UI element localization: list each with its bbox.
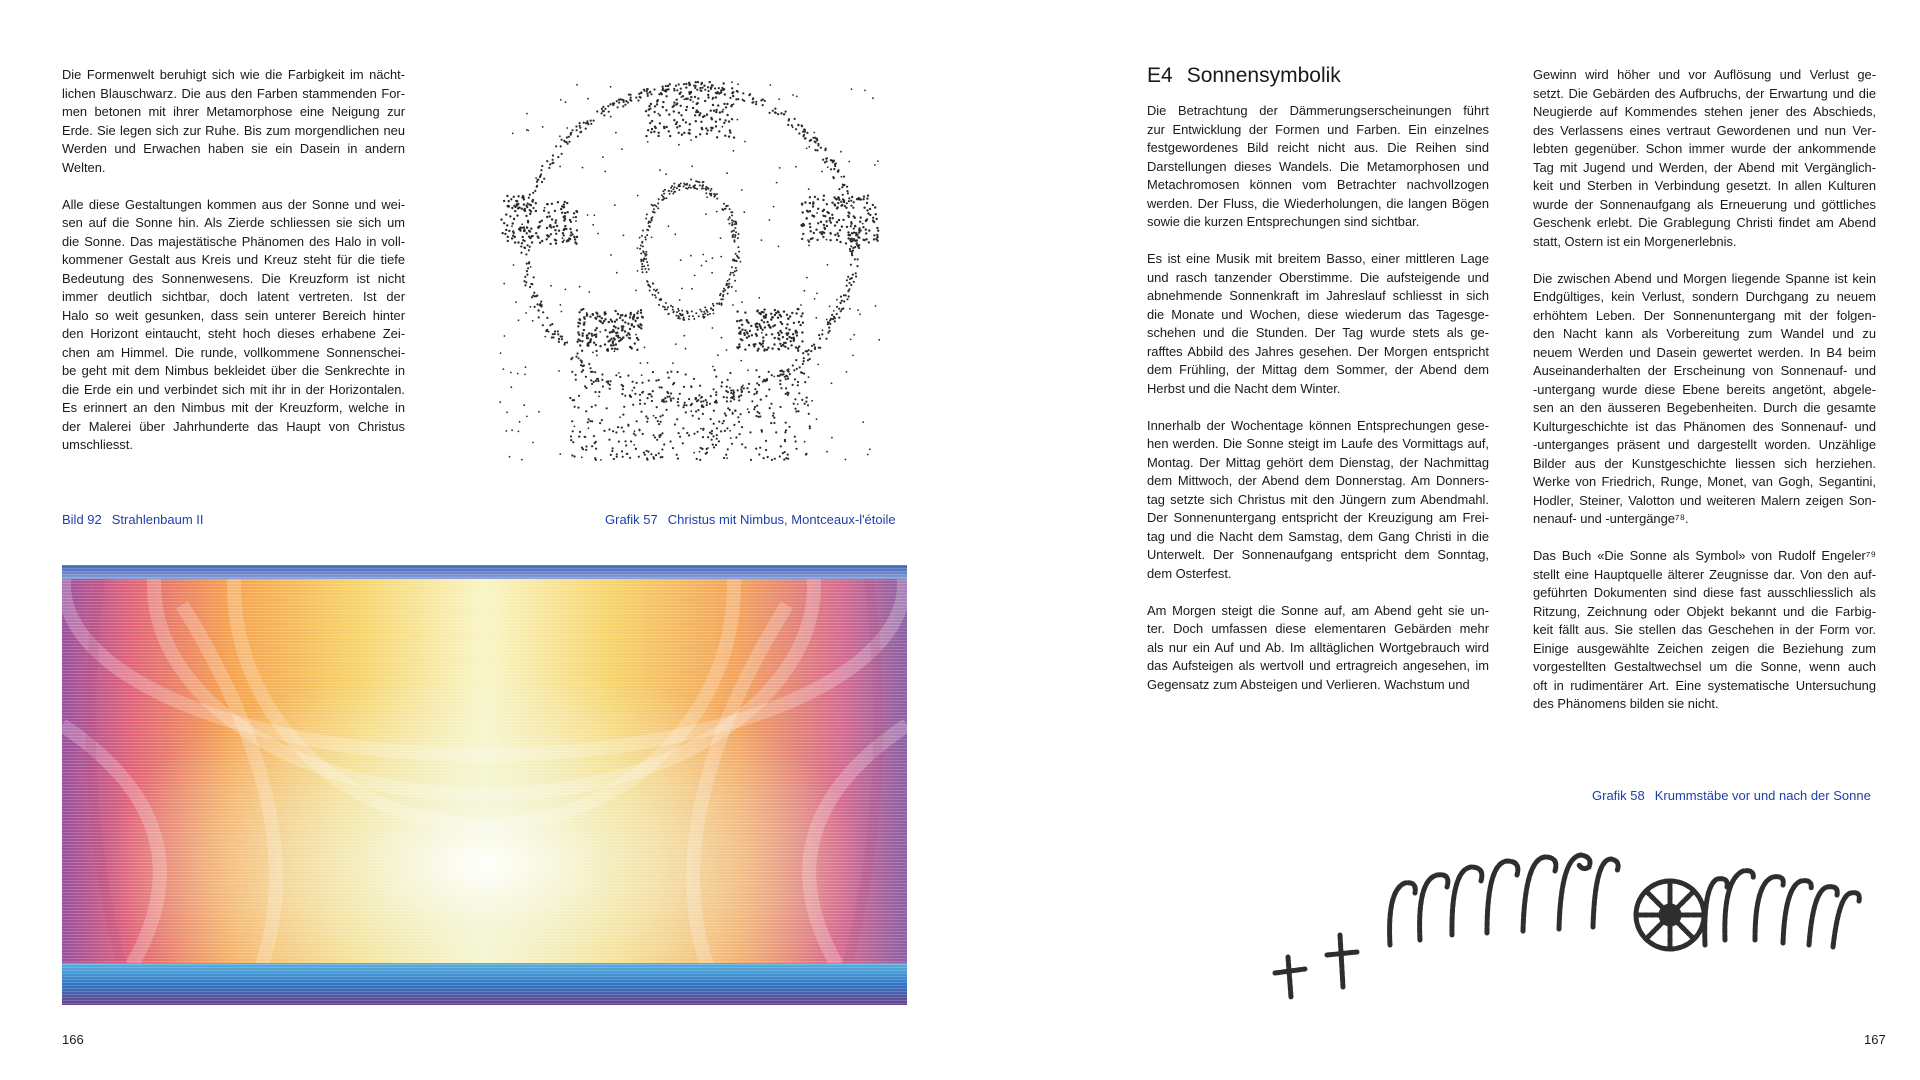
- text-line: immer deutlich sichtbar, doch latent vertreten. Ist der: [62, 289, 405, 304]
- text-line: Die Betrachtung der Dämmerungserscheinungen führt: [1147, 103, 1489, 118]
- text-line: Welten.: [62, 159, 106, 175]
- text-line: den Nacht kann als Vorbereitung zum Wandel und zu: [1533, 326, 1876, 341]
- text-line: neuem Werden und Dasein gewertet werden. In B4 beim: [1533, 344, 1876, 360]
- text-line: dem Osterfest.: [1147, 565, 1232, 581]
- text-line: Am Morgen steigt die Sonne auf, am Abend geht sie un-: [1147, 602, 1489, 618]
- section-code: E4: [1147, 64, 1173, 87]
- text-line: wurde der Sonnenaufgang als Erneuerung und göttliches: [1533, 196, 1876, 212]
- text-line: Das Buch «Die Sonne als Symbol» von Rudolf Engeler⁷⁹: [1533, 548, 1876, 563]
- caption-number: Grafik 58: [1592, 788, 1645, 803]
- text-line: dem Frühling, der Mittag dem Sommer, der Abend dem: [1147, 362, 1489, 377]
- text-line: Kulturgeschichte ist das Phänomen des Sonnenauf- und: [1533, 418, 1876, 434]
- text-line: Tag mit Jugend und Werden, der Abend mit Vergänglich-: [1533, 159, 1876, 175]
- text-line: erhöhtem Leben. Der Sonnenuntergang mit der folgen-: [1533, 307, 1876, 323]
- paragraph: [1533, 547, 1876, 714]
- text-line: des Verlassens eines vertraut Gewordenen und nun Ver-: [1533, 122, 1876, 138]
- text-line: die Erde ein und verbindet sich mit ihr in der Horizontalen.: [62, 381, 405, 397]
- text-line: die Sonne. Das majestätische Phänomen des Halo in voll-: [62, 233, 405, 249]
- right-text-column-1: [1147, 102, 1489, 694]
- caption-grafik-57: [605, 512, 896, 528]
- text-line: oft in rudimentärer Art. Eine systematische Untersuchung: [1533, 677, 1876, 693]
- text-line: Bedeutung des Sonnenwesens. Die Kreuzform ist nicht: [62, 270, 405, 286]
- paragraph: [62, 196, 405, 455]
- text-line: Unterwelt. Der Sonnenaufgang entspricht dem Sonntag,: [1147, 547, 1489, 562]
- caption-title: Krummstäbe vor und nach der Sonne: [1654, 788, 1871, 803]
- right-text-column-2: [1533, 66, 1876, 714]
- text-line: kommener Gestalt aus Kreis und Kreuz steht für die tiefe: [62, 252, 405, 267]
- text-line: schehen und die Stunden. Der Tag wurde stets als ge-: [1147, 325, 1489, 340]
- text-line: nenauf- und -untergänge⁷⁸.: [1533, 511, 1689, 526]
- paragraph: [1147, 602, 1489, 695]
- text-line: die Monate und Wochen, diese wiederum das Tagesge-: [1147, 306, 1489, 322]
- text-line: Innerhalb der Wochentage können Entsprechungen gese-: [1147, 417, 1489, 433]
- christus-nimbus-drawing: [470, 70, 910, 475]
- text-line: sowie die kurzen Entsprechungen sind sichtbar.: [1147, 214, 1420, 229]
- text-line: lebten gegenüber. Schon immer wurde der ankommende: [1533, 141, 1876, 156]
- text-line: -untergang wurde diese Ebene bereits angetönt, abgele-: [1533, 381, 1876, 397]
- text-line: stellt eine Hauptquelle älterer Zeugnisse dar. Von den auf-: [1533, 566, 1876, 582]
- text-line: das Aufsteigen als wertvoll und ertragreich angesehen, im: [1147, 658, 1489, 673]
- text-line: festgewordenes Bild reicht nicht aus. Die Reihen sind: [1147, 140, 1489, 155]
- text-line: tag und die Nacht dem Samstag, dem Gang Christi in die: [1147, 528, 1489, 544]
- text-line: geführten Dokumenten sind diese fast ausschliesslich als: [1533, 585, 1876, 600]
- text-line: werden. Der Fluss, die Wiederholungen, die langen Bögen: [1147, 195, 1489, 211]
- text-line: Auseinanderhalten der Erscheinung von Sonnenauf- und: [1533, 363, 1876, 378]
- text-line: den Horizont eintaucht, steht hoch dieses erhabene Zei-: [62, 326, 405, 341]
- text-line: -unterganges präsent und dargestellt worden. Unzählige: [1533, 437, 1876, 452]
- text-line: Herbst und die Nacht dem Winter.: [1147, 380, 1341, 396]
- text-line: und rasch tanzender Oberstimme. Die aufsteigende und: [1147, 269, 1489, 285]
- text-line: setzt. Die Gebärden des Aufbruchs, der Erwartung und die: [1533, 85, 1876, 101]
- section-heading: [1147, 63, 1341, 89]
- krummstaebe-drawing: [1255, 815, 1870, 1015]
- text-line: lichen Blauschwarz. Die aus den Farben stammenden For-: [62, 85, 405, 101]
- text-line: Neugierde auf Kommendes stehen jener des Abschieds,: [1533, 104, 1876, 119]
- text-line: sen auf die Sonne hin. Als Zierde schliessen sie sich um: [62, 215, 405, 230]
- text-line: Hodler, Steiner, Valotton und weiteren Malern zeigen Son-: [1533, 492, 1876, 508]
- text-line: Ritzung, Zeichnung oder Objekt bekannt und die Farbig-: [1533, 603, 1876, 619]
- strahlenbaum-painting: [62, 565, 907, 1005]
- text-line: Gegensatz zum Absteigen und Verlieren. Wachstum und: [1147, 676, 1470, 692]
- paragraph: [1147, 250, 1489, 398]
- text-line: sen an den äusseren Begebenheiten. Durch die gesamte: [1533, 400, 1876, 415]
- text-line: Die Formenwelt beruhigt sich wie die Farbigkeit im nächt-: [62, 67, 405, 82]
- caption-grafik-58: [1592, 788, 1871, 804]
- text-line: hen werden. Die Sonne steigt im Laufe des Vormittags auf,: [1147, 436, 1489, 451]
- text-line: Es ist eine Musik mit breitem Basso, einer mittleren Lage: [1147, 251, 1489, 266]
- text-line: keit und Sterben in Verbindung gesetzt. In allen Kulturen: [1533, 178, 1876, 193]
- caption-title: Strahlenbaum II: [111, 512, 204, 527]
- text-line: Erde. Sie legen sich zur Ruhe. Bis zum morgendlichen neu: [62, 122, 405, 138]
- text-line: men betonen mit ihrer Metamorphose eine Neigung zur: [62, 104, 405, 119]
- text-line: zur Entwicklung der Formen und Farben. Ein einzelnes: [1147, 121, 1489, 137]
- text-line: Werden und Erwachen haben sie ein Dasein in andern: [62, 141, 405, 156]
- page-number: 166: [62, 1032, 84, 1047]
- text-line: Geschenk erlebt. Die Grablegung Christi findet am Abend: [1533, 215, 1876, 230]
- text-line: chen am Himmel. Die runde, vollkommene Sonnenschei-: [62, 344, 405, 360]
- page-number: 167: [1864, 1032, 1886, 1047]
- section-title: Sonnensymbolik: [1186, 64, 1341, 87]
- text-line: Es erinnert an den Nimbus mit der Kreuzform, welche in: [62, 400, 405, 415]
- text-line: statt, Ostern ist ein Morgenerlebnis.: [1533, 233, 1737, 249]
- text-line: Halo so weit gesunken, dass sein unterer Bereich hinter: [62, 307, 405, 323]
- text-line: Einige ausgewählte Zeichen zeigen die Beziehung zum: [1533, 640, 1876, 656]
- text-line: Werke von Friedrich, Runge, Monet, van Gogh, Segantini,: [1533, 474, 1876, 489]
- text-line: des Phänomens bilden sie nicht.: [1533, 696, 1719, 711]
- text-line: Der Sonnenuntergang entspricht der Kreuzigung am Frei-: [1147, 510, 1489, 525]
- paragraph: [1147, 417, 1489, 584]
- text-line: der Malerei über Jahrhunderte das Haupt von Christus: [62, 418, 405, 434]
- text-line: ter. Doch umfassen diese elementaren Gebärden mehr: [1147, 621, 1489, 636]
- text-line: Darstellungen dieses Wandels. Die Metamorphosen und: [1147, 158, 1489, 174]
- text-line: Gewinn wird höher und vor Auflösung und Verlust ge-: [1533, 67, 1876, 82]
- text-line: Alle diese Gestaltungen kommen aus der Sonne und wei-: [62, 196, 405, 212]
- paragraph: [1533, 270, 1876, 529]
- text-line: als nur ein Auf und Ab. Im alltäglichen Wortgebrauch wird: [1147, 639, 1489, 655]
- text-line: tag setzte sich Christus mit den Jüngern zum Abendmahl.: [1147, 491, 1489, 507]
- caption-title: Christus mit Nimbus, Montceaux-l'étoile: [667, 512, 896, 527]
- caption-number: Bild 92: [62, 512, 102, 527]
- text-line: umschliesst.: [62, 437, 133, 452]
- caption-bild-92: [62, 512, 204, 528]
- text-line: Montag. Der Mittag gehört dem Dienstag, der Nachmittag: [1147, 454, 1489, 470]
- left-text-column: [62, 66, 405, 455]
- text-line: rafftes Abbild des Jahres gesehen. Der Morgen entspricht: [1147, 343, 1489, 359]
- text-line: dem Mittwoch, der Abend dem Donnerstag. Am Donners-: [1147, 473, 1489, 488]
- text-line: Die zwischen Abend und Morgen liegende Spanne ist kein: [1533, 270, 1876, 286]
- text-line: Metachromosen können vom Betrachter nachvollzogen: [1147, 177, 1489, 192]
- text-line: vorgestellten Gestaltwechsel um die Sonne, wenn auch: [1533, 659, 1876, 674]
- text-line: Endgültiges, kein Verlust, sondern Durchgang zu neuem: [1533, 289, 1876, 304]
- paragraph: [62, 66, 405, 177]
- text-line: Bilder aus der Kunstgeschichte liessen sich herziehen.: [1533, 455, 1876, 471]
- paragraph: [1533, 66, 1876, 251]
- caption-number: Grafik 57: [605, 512, 658, 527]
- text-line: keit fällt aus. Sie stellen das Geschehen in der Form vor.: [1533, 622, 1876, 637]
- text-line: abnehmende Sonnenkraft im Jahreslauf schliesst in sich: [1147, 288, 1489, 303]
- text-line: be geht mit dem Nimbus bekleidet über die Senkrechte in: [62, 363, 405, 378]
- paragraph: [1147, 102, 1489, 232]
